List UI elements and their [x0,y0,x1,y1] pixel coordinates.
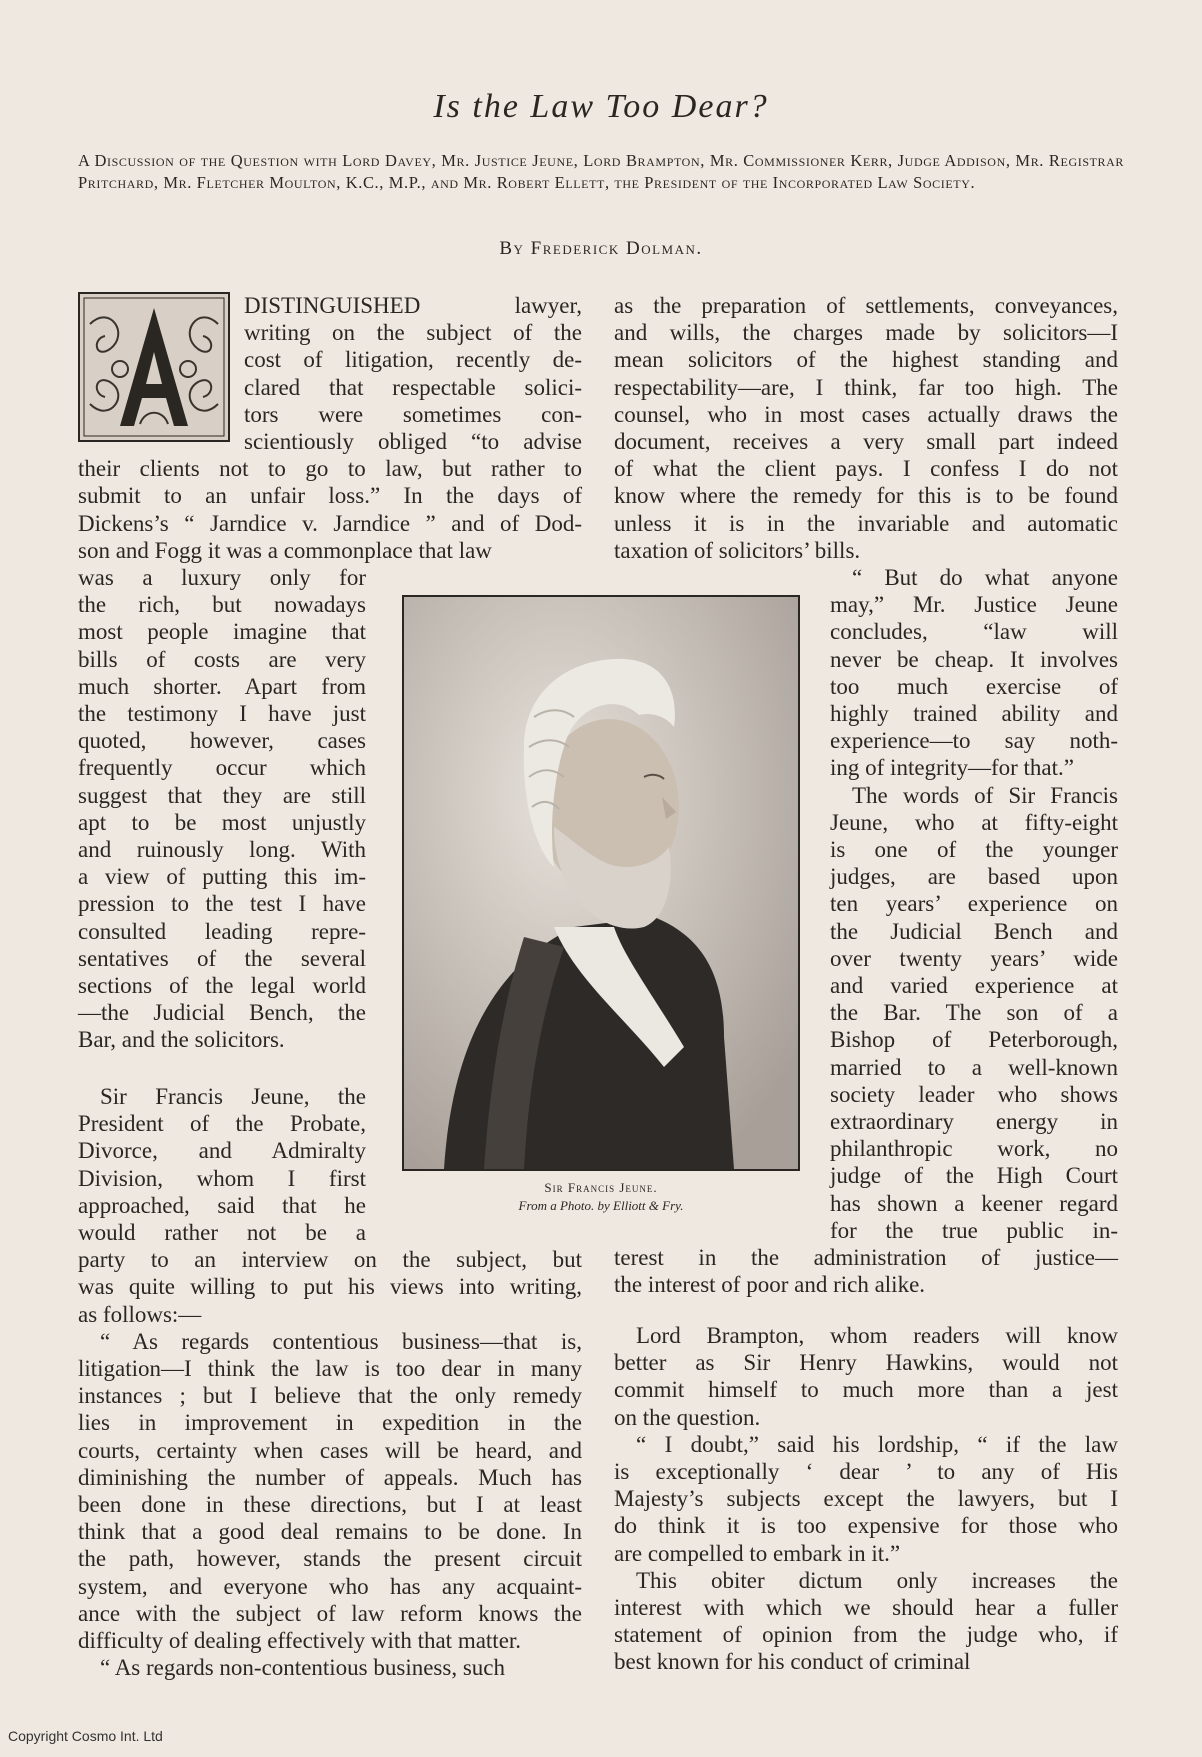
right-column-text-line: respectability—are, I think, far too high. The [614,374,1118,400]
left-column-text-line: submit to an unfair loss.” In the days of [78,483,582,509]
right-column-text-line: extraordinary energy in [830,1109,1118,1134]
left-column-text-line: the path, however, stands the present circuit [78,1546,582,1572]
right-column-text-line: interest with which we should hear a fuller [614,1595,1118,1620]
left-column-text-line: ance with the subject of law reform knows the [78,1600,582,1626]
right-column-text-line: never be cheap. It involves [830,646,1118,672]
left-column-text-line: DISTINGUISHED lawyer, [244,293,582,318]
right-column-text-line: highly trained ability and [830,701,1118,726]
left-column-text-line: their clients not to go to law, but rather to [78,456,582,482]
left-column-text-line: most people imagine that [78,619,366,645]
right-column-text-line: ten years’ experience on [830,891,1118,917]
left-column-text-line: Divorce, and Admiralty [78,1138,366,1164]
left-column-text-line: tors were sometimes con- [244,401,582,427]
right-column-text-line: and varied experience at [830,973,1118,998]
right-column-text-line: has shown a keener regard [830,1190,1118,1216]
left-column-text-line: pression to the test I have [78,891,366,917]
left-column-text-line: —the Judicial Bench, the [78,1000,366,1026]
right-column-text-line: taxation of solicitors’ bills. [614,537,861,563]
right-column-text-line: ing of integrity—for that.” [830,755,1074,781]
left-column-text-line: was a luxury only for [78,565,366,590]
left-column-text-line: was quite willing to put his views into writing, [78,1274,582,1300]
right-column-text-line: for the true public in- [830,1217,1118,1243]
right-column-text-line: know where the remedy for this is to be found [614,483,1118,509]
right-column-text-line: judges, are based upon [830,864,1118,890]
left-column-text-line: apt to be most unjustly [78,809,366,835]
right-column-text-line: judge of the High Court [830,1163,1118,1189]
left-column-text-line: would rather not be a [78,1220,366,1245]
right-column-text-line: is exceptionally ‘ dear ’ to any of His [614,1459,1118,1484]
right-column-text-line: “ But do what anyone [852,565,1118,590]
left-column-text-line: diminishing the number of appeals. Much has [78,1464,582,1490]
article-title: Is the Law Too Dear? [433,88,769,125]
right-column-text-line: best known for his conduct of criminal [614,1649,971,1675]
right-column-text-line: The words of Sir Francis [852,782,1118,808]
right-column-text-line: the Bar. The son of a [830,1000,1118,1026]
left-column-text-line: President of the Probate, [78,1111,366,1137]
right-column-text-line: married to a well-known [830,1054,1118,1080]
left-column-text-line: scientiously obliged “to advise [244,429,582,454]
right-column-text-line: are compelled to embark in it.” [614,1540,901,1566]
right-column-text-line: unless it is in the invariable and automatic [614,510,1118,536]
left-column-text-line: the rich, but nowadays [78,592,366,618]
left-column-text-line: writing on the subject of the [244,320,582,346]
left-column-text-line: son and Fogg it was a commonplace that law [78,537,492,563]
right-column-text-line: Majesty’s subjects except the lawyers, but I [614,1486,1118,1512]
left-column-text-line: quoted, however, cases [78,728,366,754]
left-column-text-line: Sir Francis Jeune, the [100,1084,366,1109]
right-column-text-line: terest in the administration of justice— [614,1245,1118,1270]
left-column-text-line: Division, whom I first [78,1165,366,1191]
right-column-text-line: as the preparation of settlements, conveyances, [614,293,1118,318]
right-column-text-line: the Judicial Bench and [830,918,1118,944]
right-column-text-line: experience—to say noth- [830,728,1118,754]
copyright-watermark: Copyright Cosmo Int. Ltd [8,1728,163,1744]
left-column-text-line: and ruinously long. With [78,837,366,862]
left-column-text-line: a view of putting this im- [78,864,366,890]
portrait-photo [402,595,800,1171]
right-column-text-line: is one of the younger [830,837,1118,862]
right-column-text-line: do think it is too expensive for those who [614,1513,1118,1539]
left-column-text-line: much shorter. Apart from [78,673,366,699]
right-column-text-line: “ I doubt,” said his lordship, “ if the law [636,1431,1118,1457]
right-column-text-line: concludes, “law will [830,619,1118,645]
right-column-text-line: on the question. [614,1404,761,1430]
left-column-text-line: approached, said that he [78,1192,366,1218]
right-column-text-line: better as Sir Henry Hawkins, would not [614,1350,1118,1376]
left-column-text-line: as follows:— [78,1301,202,1327]
drop-cap-a-illustration [78,292,230,442]
right-column-text-line: and wills, the charges made by solicitors—I [614,320,1118,346]
right-column-text-line: too much exercise of [830,673,1118,699]
right-column-text-line: over twenty years’ wide [830,945,1118,971]
left-column-text-line: difficulty of dealing effectively with that matter. [78,1628,522,1653]
right-column-text-line: of what the client pays. I confess I do not [614,456,1118,482]
right-column-text-line: Lord Brampton, whom readers will know [636,1323,1118,1348]
left-column-text-line: litigation—I think the law is too dear in many [78,1356,582,1381]
photo-credit: From a Photo. by Elliott & Fry. [518,1198,684,1213]
right-column-text-line: mean solicitors of the highest standing and [614,347,1118,373]
right-column-text-line: document, receives a very small part indeed [614,429,1118,454]
right-column-text-line: may,” Mr. Justice Jeune [830,592,1118,618]
left-column-text-line: bills of costs are very [78,646,366,672]
left-column-text-line: instances ; but I believe that the only remedy [78,1383,582,1409]
left-column-text-line: been done in these directions, but I at least [78,1492,582,1517]
left-column-text-line: Bar, and the solicitors. [78,1027,285,1053]
left-column-text-line: lies in improvement in expedition in the [78,1410,582,1436]
right-column-text-line: Bishop of Peterborough, [830,1027,1118,1053]
left-column-text-line: the testimony I have just [78,701,366,726]
left-column-text-line: courts, certainty when cases will be heard, and [78,1437,582,1463]
left-column-text-line: sections of the legal world [78,973,366,998]
right-column-text-line: This obiter dictum only increases the [636,1567,1118,1593]
photo-caption: Sir Francis Jeune. [544,1180,658,1195]
right-column-text-line: society leader who shows [830,1081,1118,1107]
right-column-text-line: statement of opinion from the judge who, if [614,1622,1118,1648]
right-column-text-line: philanthropic work, no [830,1136,1118,1162]
right-column-text-line: counsel, who in most cases actually draws the [614,401,1118,427]
left-column-text-line: “ As regards non-contentious business, such [100,1655,505,1681]
right-column-text-line: commit himself to much more than a jest [614,1377,1118,1403]
left-column-text-line: consulted leading repre- [78,918,366,944]
article-byline: By Frederick Dolman. [499,238,703,259]
article-subtitle: A Discussion of the Question with Lord Davey, Mr. Justice Jeune, Lord Brampton, Mr. Commissioner Kerr, Judge Addison, Mr. Registrar Pritchard, Mr. Fletcher Moulton, K.C., M.P., and Mr. Robert Ellett, the President of the Incorporated Law Society. [78,151,1124,192]
right-column-text-line: Jeune, who at fifty-eight [830,809,1118,835]
left-column-text-line: “ As regards contentious business—that is, [100,1328,582,1354]
left-column-text-line: clared that respectable solici- [244,374,582,400]
right-column-text-line: the interest of poor and rich alike. [614,1272,926,1298]
left-column-text-line: suggest that they are still [78,782,366,808]
left-column-text-line: system, and everyone who has any acquaint- [78,1573,582,1599]
left-column-text-line: think that a good deal remains to be done. In [78,1519,582,1545]
left-column-text-line: sentatives of the several [78,945,366,971]
left-column-text-line: party to an interview on the subject, but [78,1247,582,1273]
left-column-text-line: cost of litigation, recently de- [244,347,582,373]
left-column-text-line: Dickens’s “ Jarndice v. Jarndice ” and of Dod- [78,510,582,536]
left-column-text-line: frequently occur which [78,755,366,781]
